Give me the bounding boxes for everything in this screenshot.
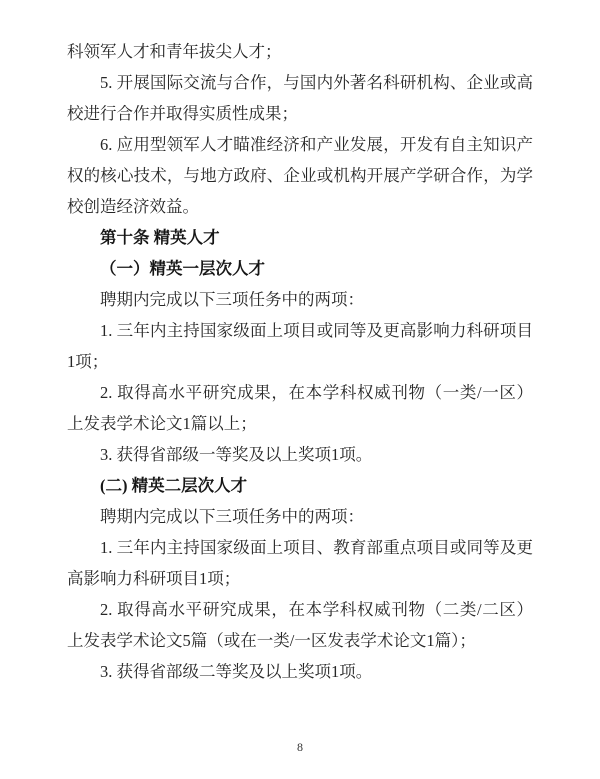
section-1-heading: （一）精英一层次人才 <box>100 259 265 278</box>
section-1-intro: 聘期内完成以下三项任务中的两项： <box>100 290 364 309</box>
clause-6-text: 6. 应用型领军人才瞄准经济和产业发展，开发有自主知识产权的核心技术，与地方政府、企业或机构开展产学研合作，为学校创造经济效益。 <box>67 135 533 216</box>
page-number: 8 <box>297 740 303 754</box>
clause-5-text: 5. 开展国际交流与合作，与国内外著名科研机构、企业或高校进行合作并取得实质性成果； <box>67 73 533 123</box>
section-1-item-3: 3. 获得省部级一等奖及以上奖项1项。 <box>100 445 373 464</box>
section-2-heading: (二) 精英二层次人才 <box>100 476 248 495</box>
page-body-text <box>67 36 533 687</box>
section-2-item-3: 3. 获得省部级二等奖及以上奖项1项。 <box>100 662 373 681</box>
article-10-heading: 第十条 精英人才 <box>100 228 220 247</box>
prev-page-continuation-text: 科领军人才和青年拔尖人才； <box>67 42 282 61</box>
section-2-intro: 聘期内完成以下三项任务中的两项： <box>100 507 364 526</box>
section-2-item-2: 2. 取得高水平研究成果，在本学科权威刊物（二类/二区）上发表学术论文5篇（或在一类/一区发表学术论文1篇）； <box>67 600 533 650</box>
section-2-item-1: 1. 三年内主持国家级面上项目、教育部重点项目或同等及更高影响力科研项目1项； <box>67 538 533 588</box>
section-1-item-1: 1. 三年内主持国家级面上项目或同等及更高影响力科研项目1项； <box>67 321 533 371</box>
section-1-item-2: 2. 取得高水平研究成果，在本学科权威刊物（一类/一区）上发表学术论文1篇以上； <box>67 383 533 433</box>
